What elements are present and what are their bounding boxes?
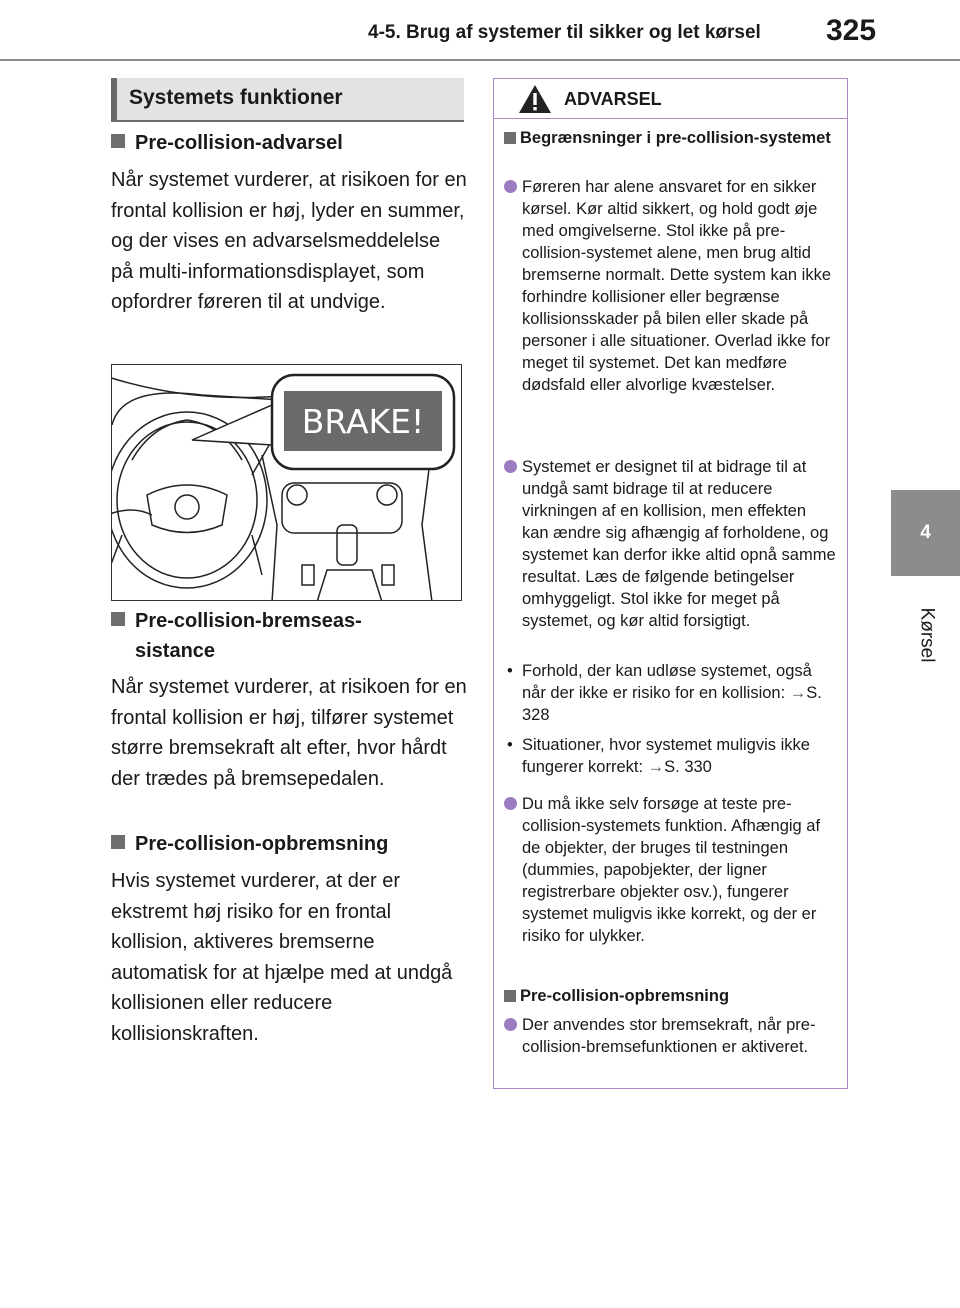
chapter-label-text: Kørsel bbox=[916, 607, 937, 663]
square-bullet-icon bbox=[111, 612, 125, 626]
brake-display-text: BRAKE! bbox=[301, 401, 425, 441]
header-rule bbox=[0, 59, 960, 61]
warning-point-testing: Du må ikke selv forsøge at teste pre-collision-systemets funktion. Afhængig af de objekter, der bruges til testningen (dummies, papobjekter, der ligner registrerbare objekter osv.), fungerer systemet muligvis ikke korrekt, og der er risiko for ulykker. bbox=[504, 793, 836, 947]
page-reference-link[interactable]: S. 328 bbox=[522, 684, 822, 724]
reference-arrow-icon: → bbox=[647, 758, 665, 776]
subhead-auto-brake: Pre-collision-opbremsning bbox=[111, 829, 388, 859]
subhead-brake-assist: Pre-collision-bremseas- sistance bbox=[111, 606, 362, 666]
warning-point-responsibility: Føreren har alene ansvaret for en sikker kørsel. Kør altid sikkert, og hold godt øje med omgivelserne. Stol ikke på pre-collision-systemet alene, men brug altid bremserne normalt. Dette system kan ikke forhindre kollisioner eller begrænse kollisionsskader på bilen eller skade på personer i alle situationer. Overlad ikke for meget til systemet. Det kan medføre dødsfald eller alvorlige kvæstelser. bbox=[504, 176, 836, 396]
subhead-pre-collision-warning: Pre-collision-advarsel bbox=[111, 128, 343, 158]
running-header: 4-5. Brug af systemer til sikker og let kørsel bbox=[368, 22, 761, 43]
chapter-number: 4 bbox=[920, 522, 931, 543]
warning-triangle-icon bbox=[518, 84, 552, 114]
warning-box bbox=[493, 78, 848, 1089]
warning-bullet-trigger-conditions: • Forhold, der kan udløse systemet, også når der ikke er risiko for en kollision: →S. 328 bbox=[507, 662, 822, 724]
square-bullet-icon bbox=[111, 134, 125, 148]
warning-heading-limitations: Begrænsninger i pre-collision-systemet bbox=[504, 127, 836, 149]
chapter-label bbox=[896, 590, 956, 680]
square-bullet-icon bbox=[504, 132, 516, 144]
warning-title: ADVARSEL bbox=[564, 89, 662, 109]
warning-bullet-malfunction-situations: • Situationer, hvor systemet muligvis ikke fungerer korrekt: →S. 330 bbox=[507, 736, 810, 776]
warning-point-brake-force: Der anvendes stor bremsekraft, når pre-collision-bremsefunktionen er aktiveret. bbox=[504, 1014, 836, 1058]
round-bullet-icon bbox=[504, 1018, 517, 1031]
round-bullet-icon bbox=[504, 797, 517, 810]
brake-warning-illustration bbox=[111, 364, 462, 601]
warning-header bbox=[494, 79, 847, 119]
square-bullet-icon bbox=[504, 990, 516, 1002]
section-heading: Systemets funktioner bbox=[111, 78, 464, 122]
page-number: 325 bbox=[826, 14, 877, 47]
warning-point-design: Systemet er designet til at bidrage til at undgå samt bidrage til at reducere virkningen af en kollision, men effekten kan ændre sig afhængig af forholdene, og systemet kan derfor ikke altid opnå samme resultat. Læs de følgende betingelser omhyggeligt. Stol ikke for meget på systemet, og kør altid forsigtigt. bbox=[504, 456, 836, 632]
chapter-tab bbox=[891, 490, 960, 576]
round-bullet-icon bbox=[504, 180, 517, 193]
warning-heading-auto-brake: Pre-collision-opbremsning bbox=[504, 985, 836, 1007]
page-reference-link[interactable]: S. 330 bbox=[664, 758, 712, 776]
square-bullet-icon bbox=[111, 835, 125, 849]
round-bullet-icon bbox=[504, 460, 517, 473]
para-pre-collision-warning: Når systemet vurderer, at risikoen for en frontal kollision er høj, lyder en summer, og der vises en advarselsmeddelelse på multi-informationsdisplayet, som opfordrer føreren til at undvige. bbox=[111, 169, 467, 313]
para-auto-brake: Hvis systemet vurderer, at der er ekstremt høj risiko for en frontal kollision, aktiveres bremserne automatisk for at hjælpe med at undgå kollisionen eller reducere kollisionskraften. bbox=[111, 870, 453, 1045]
para-brake-assist: Når systemet vurderer, at risikoen for en frontal kollision er høj, tilfører systemet større bremsekraft alt efter, hvor hårdt der trædes på bremsepedalen. bbox=[111, 676, 467, 790]
reference-arrow-icon: → bbox=[789, 684, 807, 702]
